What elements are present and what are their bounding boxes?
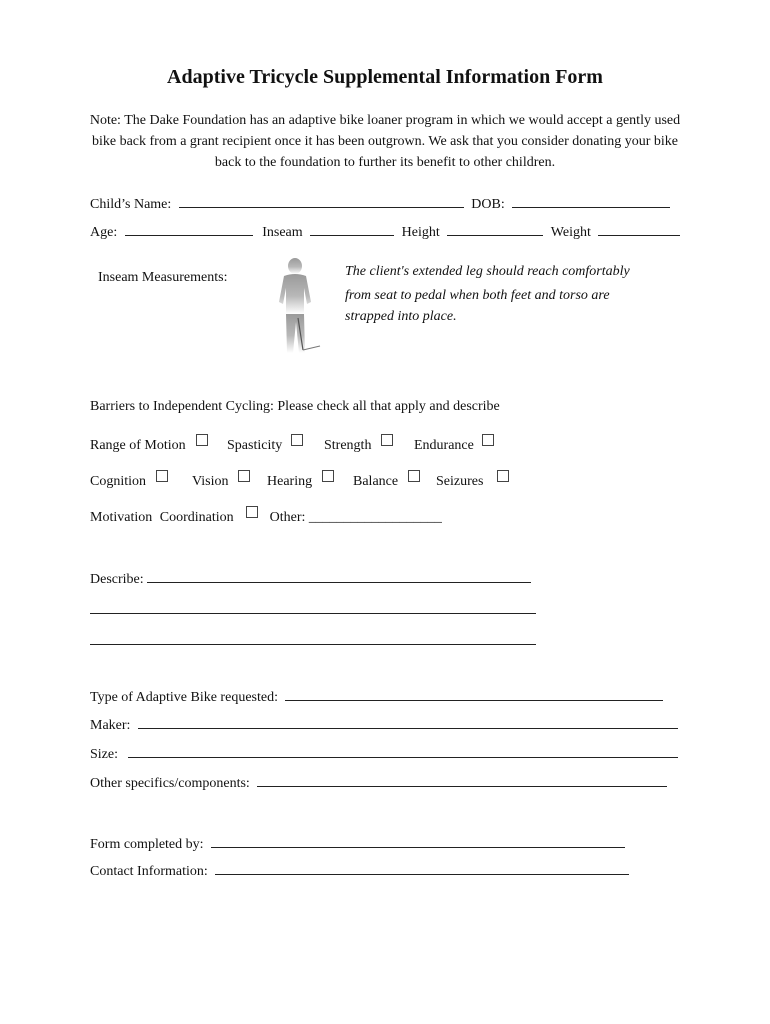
motivation-label: Motivation [90,510,153,525]
seizures-checkbox[interactable] [497,470,509,482]
other-label: Other: [269,510,306,525]
describe-row [90,570,531,588]
describe-field-line-2[interactable] [90,600,536,614]
strength-checkbox[interactable] [381,434,393,446]
barrier-spasticity [227,434,303,454]
range-of-motion-checkbox[interactable] [196,434,208,446]
barrier-label: Endurance [414,438,474,453]
other-specifics-row [90,774,667,792]
barrier-label: Range of Motion [90,438,186,453]
measurements-row [90,223,680,241]
barrier-label: Vision [192,474,229,489]
barrier-balance [353,470,420,490]
barrier-endurance [414,434,494,454]
completed-by-row [90,835,625,853]
contact-info-field[interactable] [215,862,629,875]
barrier-vision [192,470,250,490]
bike-type-row [90,688,663,706]
barrier-label: Balance [353,474,399,489]
age-label: Age: [90,225,118,240]
balance-checkbox[interactable] [408,470,420,482]
other-specifics-label: Other specifics/components: [90,776,250,791]
barrier-row-3 [90,506,442,526]
barrier-cognition [90,470,168,490]
inseam-instruction-2: from seat to pedal when both feet and torso are [345,288,610,303]
describe-field-line-1[interactable] [147,570,531,583]
form-title: Adaptive Tricycle Supplemental Information Form [167,66,603,88]
contact-info-label: Contact Information: [90,864,208,879]
height-label: Height [401,225,440,240]
height-field[interactable] [447,223,543,236]
other-specifics-field[interactable] [257,774,667,787]
coordination-checkbox[interactable] [246,506,258,518]
age-field[interactable] [125,223,253,236]
inseam-instruction-1: The client's extended leg should reach comfortably [345,264,630,279]
hearing-checkbox[interactable] [322,470,334,482]
barrier-label: Seizures [436,474,484,489]
describe-field-line-3[interactable] [90,631,536,645]
spasticity-checkbox[interactable] [291,434,303,446]
childs-name-row [90,195,670,213]
contact-info-row [90,862,629,880]
completed-by-field[interactable] [211,835,625,848]
weight-field[interactable] [598,223,680,236]
maker-field[interactable] [138,716,678,729]
barriers-heading: Barriers to Independent Cycling: Please check all that apply and describe [90,399,500,414]
other-field[interactable]: ___________________ [308,510,442,525]
bike-type-label: Type of Adaptive Bike requested: [90,690,278,705]
inseam-measurements-label: Inseam Measurements: [98,270,228,285]
barrier-seizures [436,470,509,490]
dob-label: DOB: [471,197,505,212]
barrier-label: Strength [324,438,372,453]
barrier-hearing [267,470,334,490]
bike-type-field[interactable] [285,688,663,701]
size-row [90,745,678,763]
inseam-field[interactable] [310,223,394,236]
coordination-label: Coordination [159,510,234,525]
dob-field[interactable] [512,195,670,208]
completed-by-label: Form completed by: [90,837,204,852]
describe-label: Describe: [90,572,144,587]
inseam-label: Inseam [262,225,303,240]
size-field[interactable] [128,745,678,758]
childs-name-field[interactable] [179,195,464,208]
maker-row [90,716,678,734]
cognition-checkbox[interactable] [156,470,168,482]
maker-label: Maker: [90,718,131,733]
barrier-label: Spasticity [227,438,283,453]
barrier-label: Hearing [267,474,313,489]
barrier-label: Cognition [90,474,147,489]
barrier-range-of-motion [90,434,208,454]
endurance-checkbox[interactable] [482,434,494,446]
inseam-instruction-3: strapped into place. [345,309,457,324]
barrier-strength [324,434,393,454]
weight-label: Weight [550,225,591,240]
size-label: Size: [90,747,118,762]
foundation-note: Note: The Dake Foundation has an adaptive bike loaner program in which we would accept a gently used bike back from a grant recipient once it has been outgrown. We ask that you consider donating your bike back to the foundation to further its benefit to other children. [89,113,681,170]
vision-checkbox[interactable] [238,470,250,482]
childs-name-label: Child’s Name: [90,197,172,212]
standing-person-icon [268,258,328,373]
